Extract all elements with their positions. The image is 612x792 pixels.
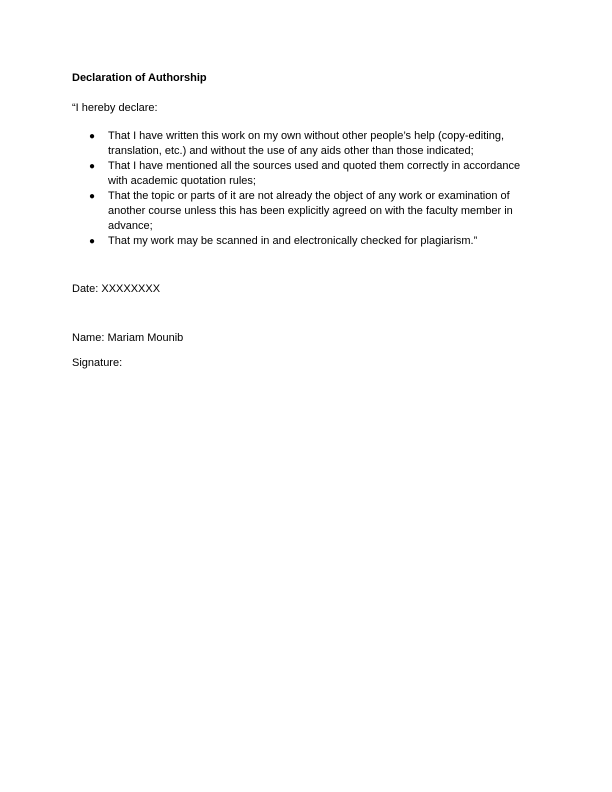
name-line — [72, 331, 183, 346]
declaration-text: That the topic or parts of it are not already the object of any work or examination of another course unless this has been explicitly agreed on with the faculty member in advance; — [108, 190, 513, 232]
date-label: Date: — [72, 283, 99, 295]
signature-line — [72, 356, 122, 371]
declaration-intro: “I hereby declare: — [72, 102, 158, 114]
list-item — [72, 234, 532, 249]
declaration-text: That I have mentioned all the sources used and quoted them correctly in accordance with academic quotation rules; — [108, 160, 521, 187]
list-item — [72, 189, 532, 234]
declaration-list — [72, 129, 532, 249]
bullet-icon: ● — [89, 161, 96, 172]
bullet-icon: ● — [89, 191, 96, 202]
declaration-text: That my work may be scanned in and electronically checked for plagiarism.” — [108, 235, 478, 247]
name-value: Mariam Mounib — [107, 332, 184, 344]
document-title: Declaration of Authorship — [72, 72, 207, 84]
signature-label: Signature: — [72, 357, 123, 369]
bullet-icon: ● — [89, 131, 96, 142]
declaration-text: That I have written this work on my own without other people’s help (copy-editing, translation, etc.) and without the use of any aids other than those indicated; — [108, 130, 504, 157]
bullet-icon: ● — [89, 236, 96, 247]
list-item — [72, 159, 532, 189]
list-item — [72, 129, 532, 159]
date-value: XXXXXXXX — [101, 283, 161, 295]
name-label: Name: — [72, 332, 105, 344]
date-line — [72, 282, 160, 297]
